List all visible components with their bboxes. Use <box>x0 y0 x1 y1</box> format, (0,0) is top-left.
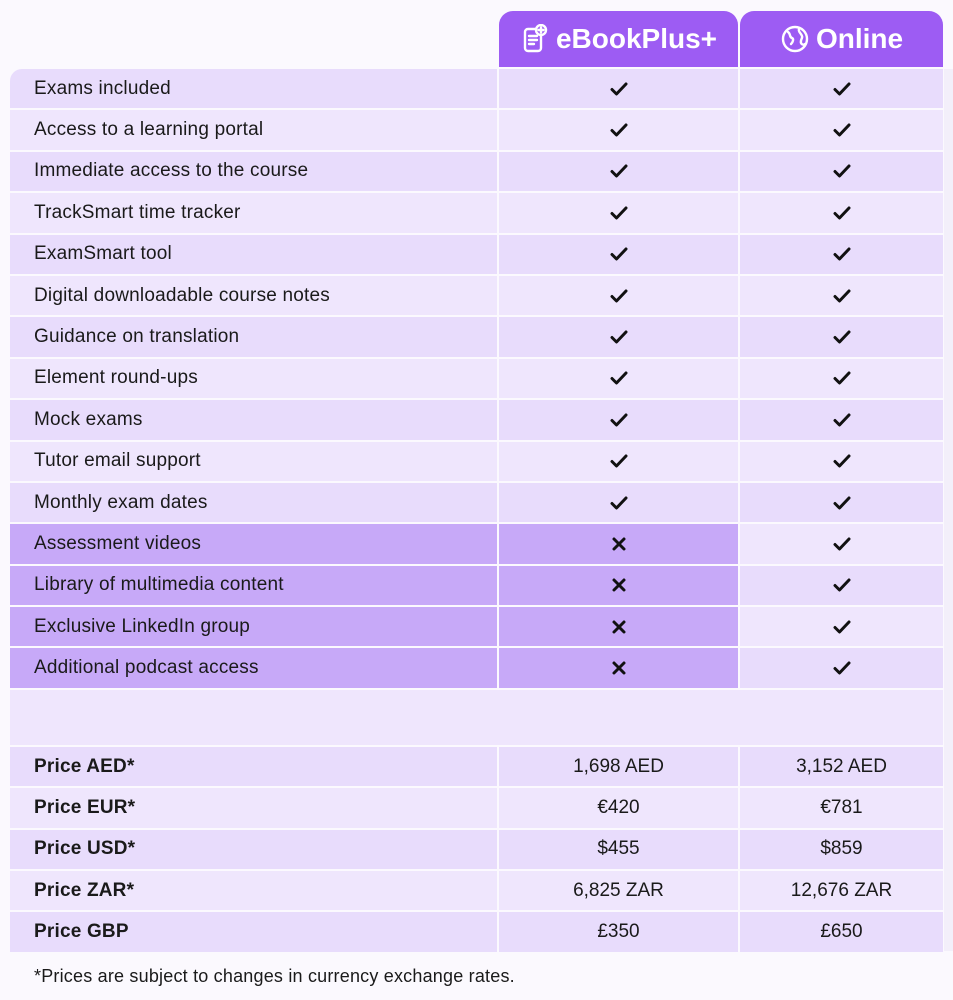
feature-online-cell <box>740 235 943 276</box>
feature-ebookplus-cell <box>499 152 740 193</box>
plan-header-ebookplus-label: eBookPlus+ <box>555 23 718 54</box>
check-icon <box>833 246 851 262</box>
feature-online-cell <box>740 110 943 151</box>
tablet-plus-icon <box>520 24 550 54</box>
check-icon <box>833 495 851 511</box>
feature-label: Digital downloadable course notes <box>10 276 499 317</box>
cross-icon <box>610 660 628 676</box>
price-label: Price AED* <box>10 747 499 788</box>
feature-row <box>10 110 943 151</box>
feature-row <box>10 193 943 234</box>
check-icon <box>833 370 851 386</box>
price-ebookplus: 6,825 ZAR <box>499 871 740 912</box>
feature-ebookplus-cell <box>499 193 740 234</box>
feature-ebookplus-cell <box>499 607 740 648</box>
feature-label: Additional podcast access <box>10 648 499 689</box>
check-icon <box>833 412 851 428</box>
feature-online-cell <box>740 566 943 607</box>
price-row <box>10 788 943 829</box>
feature-online-cell <box>740 152 943 193</box>
feature-label: Exams included <box>10 69 499 110</box>
check-icon <box>833 329 851 345</box>
price-ebookplus: €420 <box>499 788 740 829</box>
feature-row <box>10 648 943 689</box>
cross-icon <box>610 536 628 552</box>
feature-online-cell <box>740 648 943 689</box>
price-ebookplus: $455 <box>499 830 740 871</box>
price-label: Price EUR* <box>10 788 499 829</box>
price-online: 3,152 AED <box>740 747 943 788</box>
check-icon <box>610 370 628 386</box>
feature-online-cell <box>740 483 943 524</box>
price-row <box>10 912 943 953</box>
price-row <box>10 871 943 912</box>
feature-ebookplus-cell <box>499 566 740 607</box>
check-icon <box>833 660 851 676</box>
check-icon <box>833 122 851 138</box>
feature-row <box>10 317 943 358</box>
feature-label: Monthly exam dates <box>10 483 499 524</box>
plan-header-ebookplus <box>499 11 738 67</box>
price-footnote: *Prices are subject to changes in currency exchange rates. <box>34 966 515 986</box>
check-icon <box>610 329 628 345</box>
feature-label: Immediate access to the course <box>10 152 499 193</box>
feature-online-cell <box>740 400 943 441</box>
feature-online-cell <box>740 317 943 358</box>
feature-row <box>10 400 943 441</box>
price-online: 12,676 ZAR <box>740 871 943 912</box>
table-edge-shade <box>944 69 953 951</box>
feature-online-cell <box>740 607 943 648</box>
price-online: £650 <box>740 912 943 953</box>
feature-row <box>10 235 943 276</box>
feature-ebookplus-cell <box>499 276 740 317</box>
feature-online-cell <box>740 359 943 400</box>
feature-row <box>10 69 943 110</box>
feature-label: Access to a learning portal <box>10 110 499 151</box>
price-label: Price GBP <box>10 912 499 953</box>
check-icon <box>610 288 628 304</box>
feature-ebookplus-cell <box>499 235 740 276</box>
feature-ebookplus-cell <box>499 524 740 565</box>
check-icon <box>610 205 628 221</box>
check-icon <box>833 453 851 469</box>
price-label: Price USD* <box>10 830 499 871</box>
check-icon <box>833 163 851 179</box>
check-icon <box>610 246 628 262</box>
price-ebookplus: £350 <box>499 912 740 953</box>
feature-label: Library of multimedia content <box>10 566 499 607</box>
feature-row <box>10 566 943 607</box>
check-icon <box>833 288 851 304</box>
check-icon <box>610 81 628 97</box>
check-icon <box>833 619 851 635</box>
feature-online-cell <box>740 524 943 565</box>
feature-row <box>10 152 943 193</box>
feature-ebookplus-cell <box>499 483 740 524</box>
feature-online-cell <box>740 276 943 317</box>
price-label: Price ZAR* <box>10 871 499 912</box>
feature-ebookplus-cell <box>499 317 740 358</box>
feature-ebookplus-cell <box>499 69 740 110</box>
feature-ebookplus-cell <box>499 400 740 441</box>
feature-ebookplus-cell <box>499 359 740 400</box>
feature-label: Mock exams <box>10 400 499 441</box>
check-icon <box>610 122 628 138</box>
feature-label: Element round-ups <box>10 359 499 400</box>
feature-row <box>10 483 943 524</box>
check-icon <box>833 536 851 552</box>
check-icon <box>610 163 628 179</box>
feature-ebookplus-cell <box>499 442 740 483</box>
feature-row <box>10 524 943 565</box>
feature-row <box>10 442 943 483</box>
plan-header-online <box>740 11 943 67</box>
price-online: €781 <box>740 788 943 829</box>
plan-header-online-label: Online <box>815 23 904 54</box>
feature-ebookplus-cell <box>499 110 740 151</box>
check-icon <box>833 577 851 593</box>
comparison-table <box>10 69 943 954</box>
feature-ebookplus-cell <box>499 648 740 689</box>
feature-label: TrackSmart time tracker <box>10 193 499 234</box>
price-ebookplus: 1,698 AED <box>499 747 740 788</box>
price-row <box>10 830 943 871</box>
feature-online-cell <box>740 69 943 110</box>
feature-online-cell <box>740 442 943 483</box>
feature-label: Exclusive LinkedIn group <box>10 607 499 648</box>
check-icon <box>610 453 628 469</box>
price-row <box>10 747 943 788</box>
check-icon <box>833 205 851 221</box>
globe-icon <box>780 24 810 54</box>
check-icon <box>610 412 628 428</box>
section-spacer <box>10 690 943 747</box>
cross-icon <box>610 577 628 593</box>
check-icon <box>610 495 628 511</box>
feature-row <box>10 607 943 648</box>
check-icon <box>833 81 851 97</box>
feature-label: Assessment videos <box>10 524 499 565</box>
price-online: $859 <box>740 830 943 871</box>
feature-row <box>10 359 943 400</box>
cross-icon <box>610 619 628 635</box>
feature-online-cell <box>740 193 943 234</box>
feature-label: Tutor email support <box>10 442 499 483</box>
feature-label: Guidance on translation <box>10 317 499 358</box>
feature-label: ExamSmart tool <box>10 235 499 276</box>
feature-row <box>10 276 943 317</box>
